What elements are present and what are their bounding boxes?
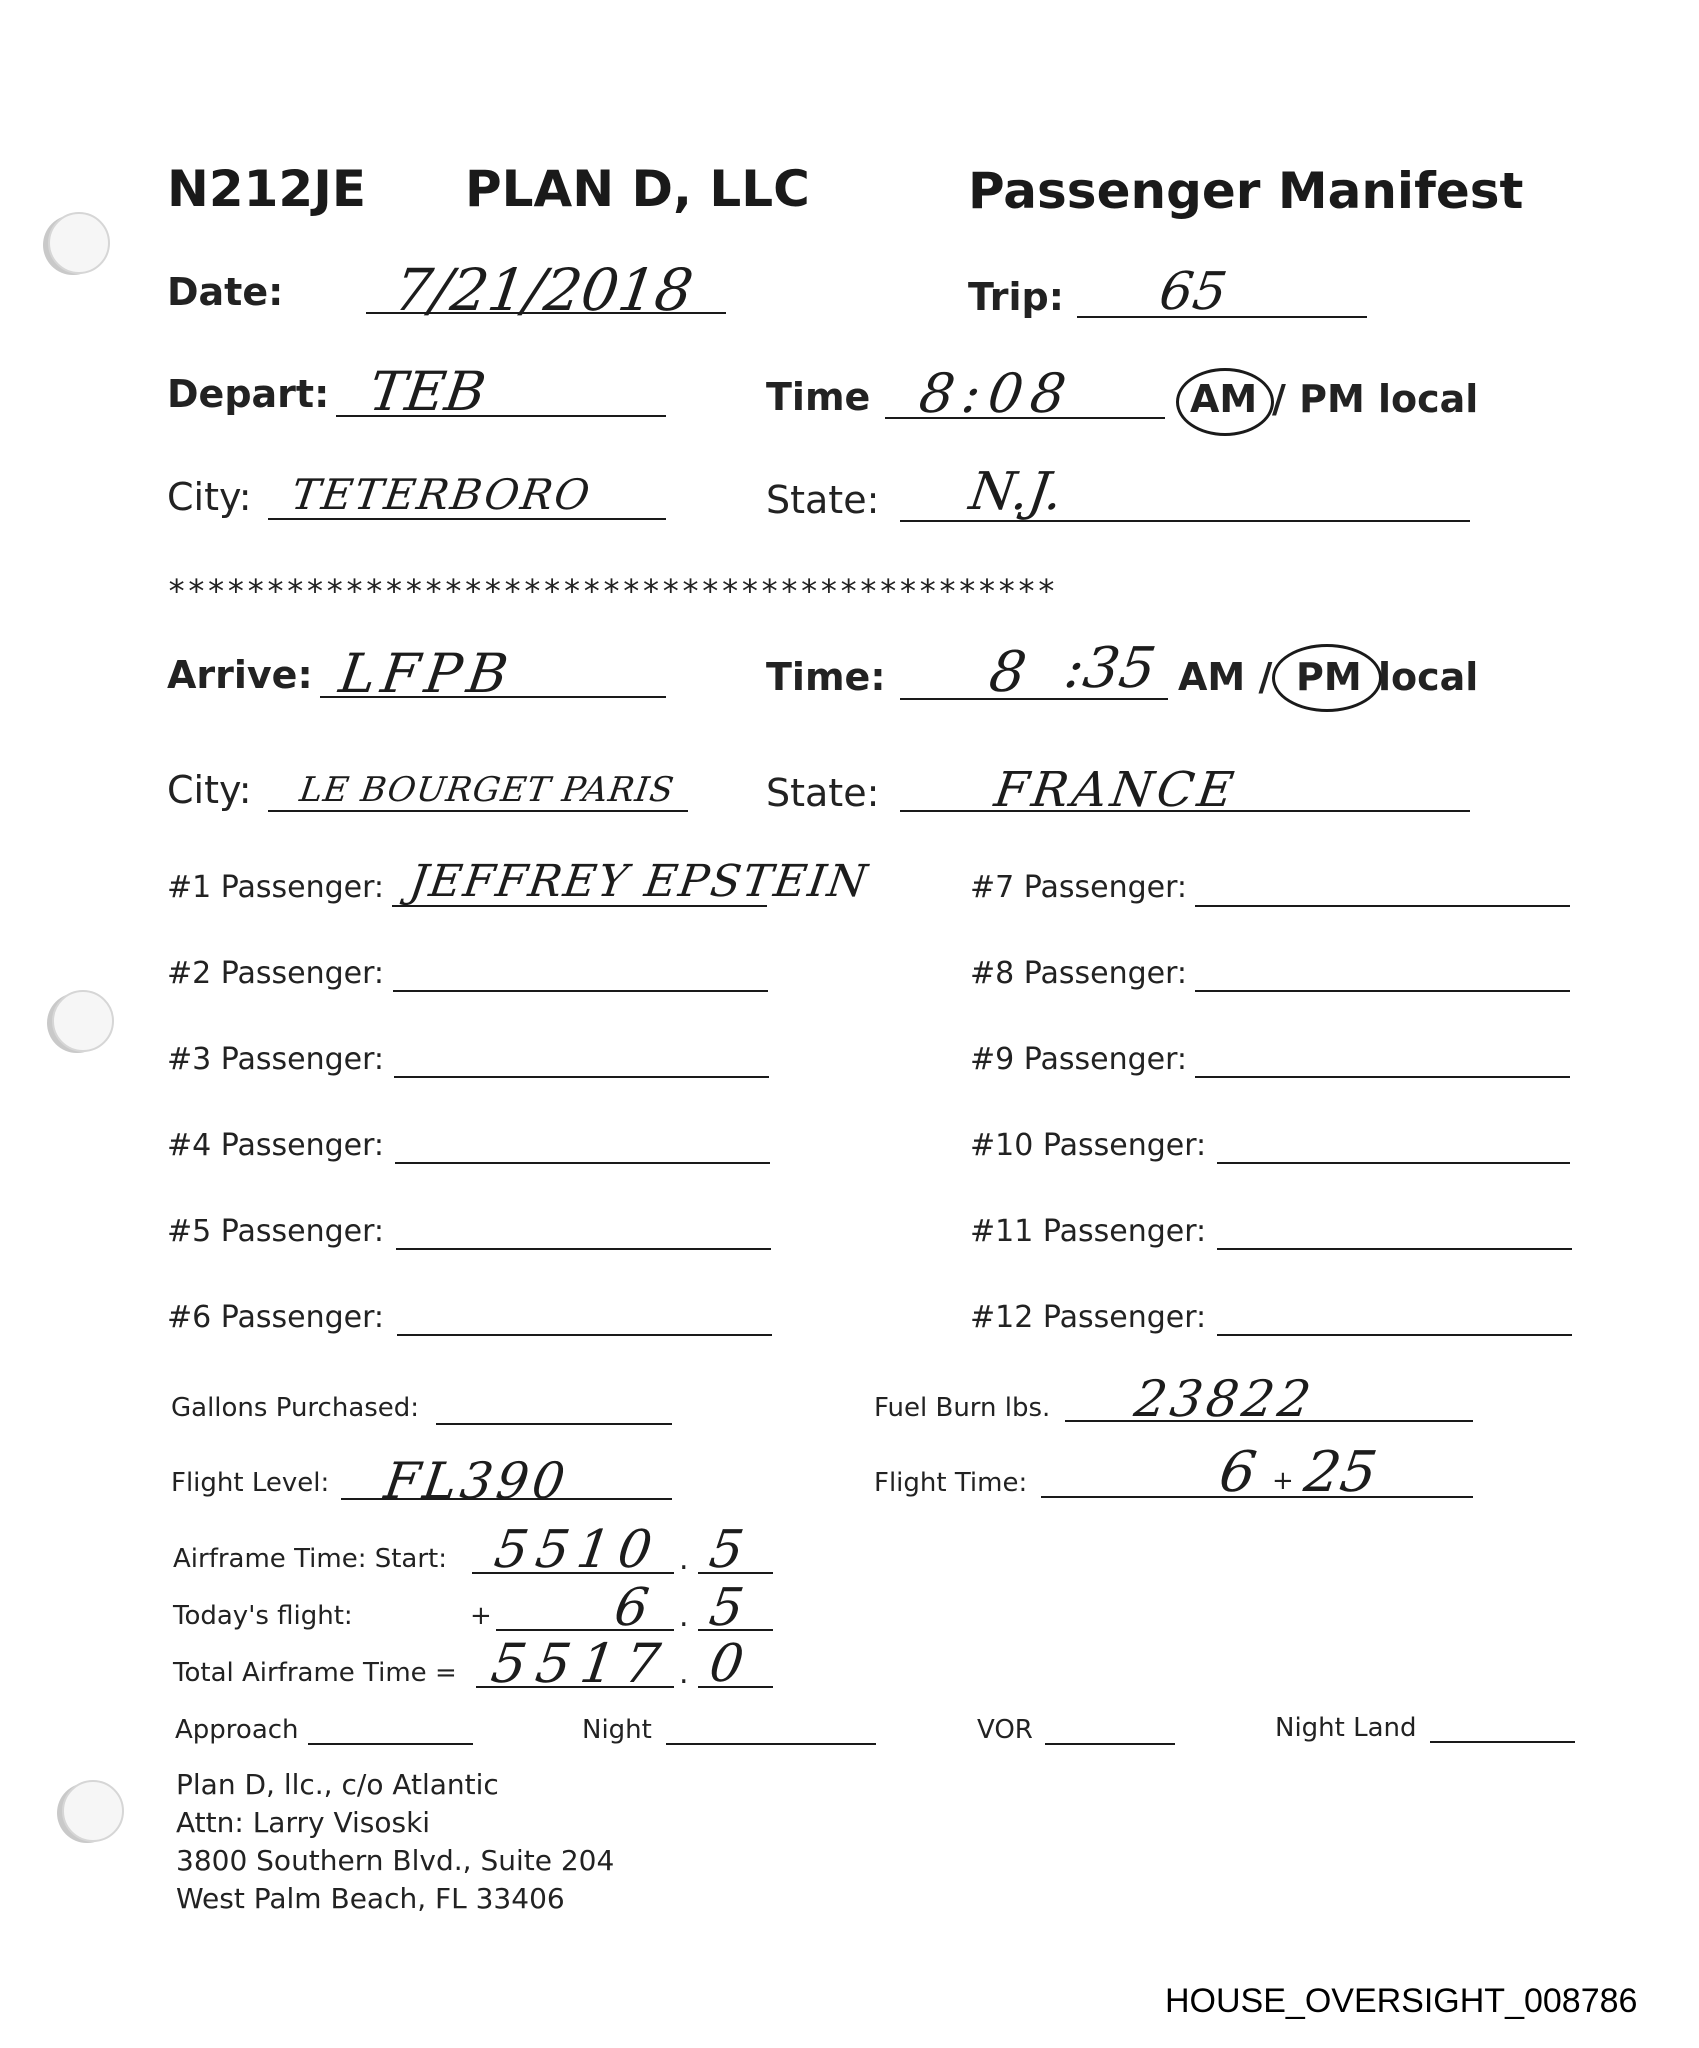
flight-time-label: Flight Time: [874,1468,1028,1498]
total-airframe-label: Total Airframe Time = [173,1658,457,1688]
arrive-city-label: City: [167,768,252,812]
passenger-1-label: #1 Passenger: [167,870,385,905]
night-label: Night [582,1715,652,1745]
passenger-6-label: #6 Passenger: [167,1300,385,1335]
address-line-1: Plan D, llc., c/o Atlantic [176,1768,499,1801]
passenger-1-value: JEFFREY EPSTEIN [406,856,872,907]
punch-hole-bottom [62,1780,124,1842]
passenger-5-line [396,1248,771,1250]
airframe-start-label: Airframe Time: Start: [173,1544,447,1574]
address-block [176,1766,614,1918]
flight-level-label: Flight Level: [171,1468,330,1498]
address-line-2: Attn: Larry Visoski [176,1806,431,1839]
passenger-7-line [1195,905,1570,907]
depart-state-label: State: [766,478,880,522]
depart-city-label: City: [167,475,252,519]
passenger-10-line [1217,1162,1570,1164]
bates-number: HOUSE_OVERSIGHT_008786 [1165,1982,1638,2020]
todays-flight-whole: 6 [610,1578,653,1638]
total-airframe-tenth: 0 [705,1634,748,1694]
arrive-city-line [268,810,688,812]
depart-pm-local-label: / PM local [1272,377,1479,421]
arrive-label: Arrive: [167,653,313,697]
tail-number: N212JE [167,160,366,218]
fuel-burn-value: 23822 [1130,1370,1319,1428]
todays-flight-label: Today's flight: [173,1601,353,1631]
passenger-6-line [397,1334,772,1336]
gallons-purchased-line [436,1423,672,1425]
passenger-12-line [1217,1334,1572,1336]
flight-level-value: FL390 [380,1452,573,1510]
depart-time-label: Time [766,375,871,419]
flight-time-plus: + [1272,1466,1294,1496]
todays-flight-decimal: . [679,1599,689,1634]
arrive-time-minutes: :35 [1060,636,1160,701]
arrive-time-hour: 8 [985,640,1031,705]
address-line-3: 3800 Southern Blvd., Suite 204 [176,1844,615,1877]
approach-line [308,1743,473,1745]
passenger-12-label: #12 Passenger: [970,1300,1207,1335]
passenger-4-line [395,1162,770,1164]
passenger-11-line [1217,1248,1572,1250]
passenger-8-label: #8 Passenger: [970,956,1188,991]
depart-am-label: AM [1190,377,1258,421]
passenger-3-label: #3 Passenger: [167,1042,385,1077]
passenger-2-label: #2 Passenger: [167,956,385,991]
passenger-8-line [1195,990,1570,992]
depart-value: TEB [365,360,490,423]
arrive-state-label: State: [766,771,880,815]
passenger-7-label: #7 Passenger: [970,870,1188,905]
depart-time-value: 8:08 [915,362,1078,425]
depart-label: Depart: [167,372,330,416]
airframe-start-tenth: 5 [705,1520,748,1580]
date-value: 7/21/2018 [390,256,698,324]
arrive-city-value: LE BOURGET PARIS [297,770,677,810]
passenger-9-label: #9 Passenger: [970,1042,1188,1077]
todays-flight-plus: + [470,1601,492,1631]
airframe-start-decimal: . [679,1542,689,1577]
arrive-pm-label: PM [1296,655,1362,699]
night-land-line [1430,1741,1575,1743]
airframe-start-whole: 5510 [490,1520,664,1580]
passenger-5-label: #5 Passenger: [167,1214,385,1249]
passenger-11-label: #11 Passenger: [970,1214,1207,1249]
arrive-time-label: Time: [766,655,886,699]
passenger-4-label: #4 Passenger: [167,1128,385,1163]
arrive-local-label: local [1378,655,1479,699]
page-title: Passenger Manifest [968,162,1524,220]
separator: ********************************************* [167,572,1057,610]
passenger-9-line [1195,1076,1570,1078]
arrive-value: LFPB [335,642,518,705]
total-airframe-whole: 5517 [487,1632,674,1695]
arrive-am-label: AM / [1178,655,1273,699]
approach-label: Approach [175,1715,299,1745]
punch-hole-middle [52,990,114,1052]
address-line-4: West Palm Beach, FL 33406 [176,1882,565,1915]
trip-value: 65 [1155,262,1231,322]
punch-hole-top [48,212,110,274]
total-airframe-decimal: . [679,1656,689,1691]
passenger-2-line [393,990,768,992]
flight-time-line [1041,1496,1473,1498]
depart-state-value: N.J. [965,462,1067,522]
fuel-burn-label: Fuel Burn lbs. [874,1393,1051,1423]
flight-time-hours: 6 [1215,1440,1261,1505]
vor-line [1045,1743,1175,1745]
todays-flight-tenth: 5 [705,1578,748,1638]
depart-city-value: TETERBORO [288,470,595,519]
trip-label: Trip: [968,275,1064,319]
todays-flight-whole-line [496,1629,674,1631]
arrive-state-value: FRANCE [991,762,1241,818]
passenger-3-line [394,1076,769,1078]
date-label: Date: [167,270,284,314]
gallons-purchased-label: Gallons Purchased: [171,1393,420,1423]
flight-time-minutes: 25 [1300,1440,1381,1505]
passenger-10-label: #10 Passenger: [970,1128,1207,1163]
vor-label: VOR [977,1715,1033,1745]
company-name: PLAN D, LLC [465,160,810,218]
night-land-label: Night Land [1275,1713,1417,1743]
night-line [666,1743,876,1745]
